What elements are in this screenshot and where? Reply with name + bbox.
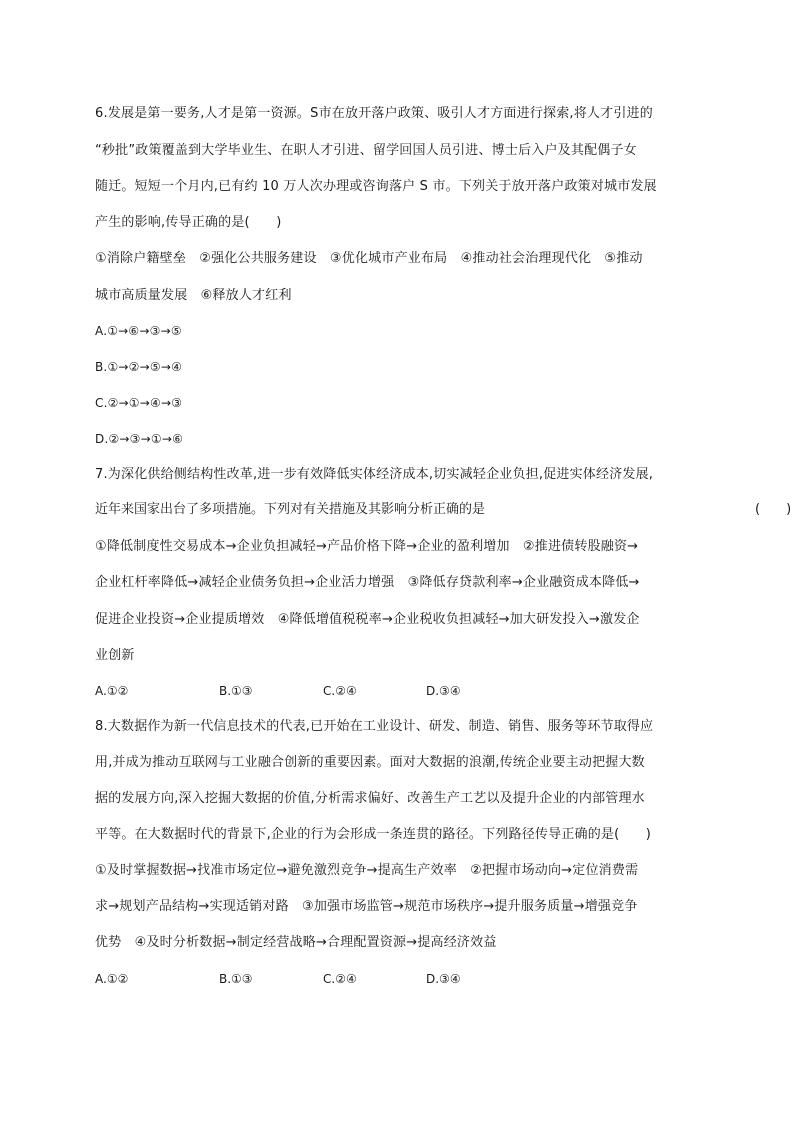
q6-stem-line-4: 产生的影响,传导正确的是( ) [95,215,282,230]
q7-items-line-2: 企业杠杆率降低→减轻企业债务负担→企业活力增强 ③降低存贷款利率→企业融资成本降低→ [95,575,640,590]
q8-items-line-2: 求→规划产品结构→实现适销对路 ③加强市场监管→规范市场秩序→提升服务质量→增强竞争 [95,899,638,914]
q7-stem-line-2-row [95,500,792,520]
q8-option-b: B.①③ [219,972,253,986]
q6-stem-line-1: 6.发展是第一要务,人才是第一资源。S市在放开落户政策、吸引人才方面进行探索,将人才引进的 [95,106,653,121]
q7-option-d: D.③④ [426,684,461,698]
q6-items-line-2: 城市高质量发展 ⑥释放人才红利 [95,288,292,303]
q8-stem-line-2: 用,并成为推动互联网与工业融合创新的重要因素。面对大数据的浪潮,传统企业要主动把握大数 [95,755,645,770]
q8-stem-line-3: 据的发展方向,深入挖掘大数据的价值,分析需求偏好、改善生产工艺以及提升企业的内部管理水 [95,791,645,806]
q6-option-c: C.②→①→④→③ [95,396,183,410]
q6-items-line-1: ①消除户籍壁垒 ②强化公共服务建设 ③优化城市产业布局 ④推动社会治理现代化 ⑤推动 [95,251,643,266]
q8-option-c: C.②④ [323,972,357,986]
q6-stem-line-2: “秒批”政策覆盖到大学毕业生、在职人才引进、留学回国人员引进、博士后入户及其配偶子女 [95,143,637,158]
q8-stem-line-1: 8.大数据作为新一代信息技术的代表,已开始在工业设计、研发、制造、销售、服务等环节取得应 [95,719,654,734]
q7-items-line-3: 促进企业投资→企业提质增效 ④降低增值税税率→企业税收负担减轻→加大研发投入→激发企 [95,612,640,627]
q8-option-d: D.③④ [426,972,461,986]
q8-items-line-3: 优势 ④及时分析数据→制定经营战略→合理配置资源→提高经济效益 [95,935,497,950]
q6-stem-line-3: 随迁。短短一个月内,已有约 10 万人次办理或咨询落户 S 市。下列关于放开落户政策对城市发展 [95,179,657,194]
q8-option-a: A.①② [95,972,129,986]
q8-options-row [95,969,715,989]
q6-option-b: B.①→②→⑤→④ [95,360,183,374]
q7-stem-line-1: 7.为深化供给侧结构性改革,进一步有效降低实体经济成本,切实减轻企业负担,促进实体经济发展, [95,467,654,482]
q7-stem-line-2: 近年来国家出台了多项措施。下列对有关措施及其影响分析正确的是 [95,502,486,517]
q6-option-a: A.①→⑥→③→⑤ [95,324,182,338]
q8-items-line-1: ①及时掌握数据→找准市场定位→避免激烈竞争→提高生产效率 ②把握市场动向→定位消费需 [95,863,639,878]
q6-option-d: D.②→③→①→⑥ [95,432,184,446]
q7-option-a: A.①② [95,684,129,698]
q7-option-c: C.②④ [323,684,357,698]
q8-stem-line-4: 平等。在大数据时代的背景下,企业的行为会形成一条连贯的路径。下列路径传导正确的是( ) [95,827,652,842]
q7-option-b: B.①③ [219,684,253,698]
q7-items-line-1: ①降低制度性交易成本→企业负担减轻→产品价格下降→企业的盈利增加 ②推进债转股融资→ [95,539,639,554]
q7-answer-paren: ( ) [755,502,792,517]
q7-items-line-4: 业创新 [95,648,135,663]
q7-options-row [95,681,715,701]
